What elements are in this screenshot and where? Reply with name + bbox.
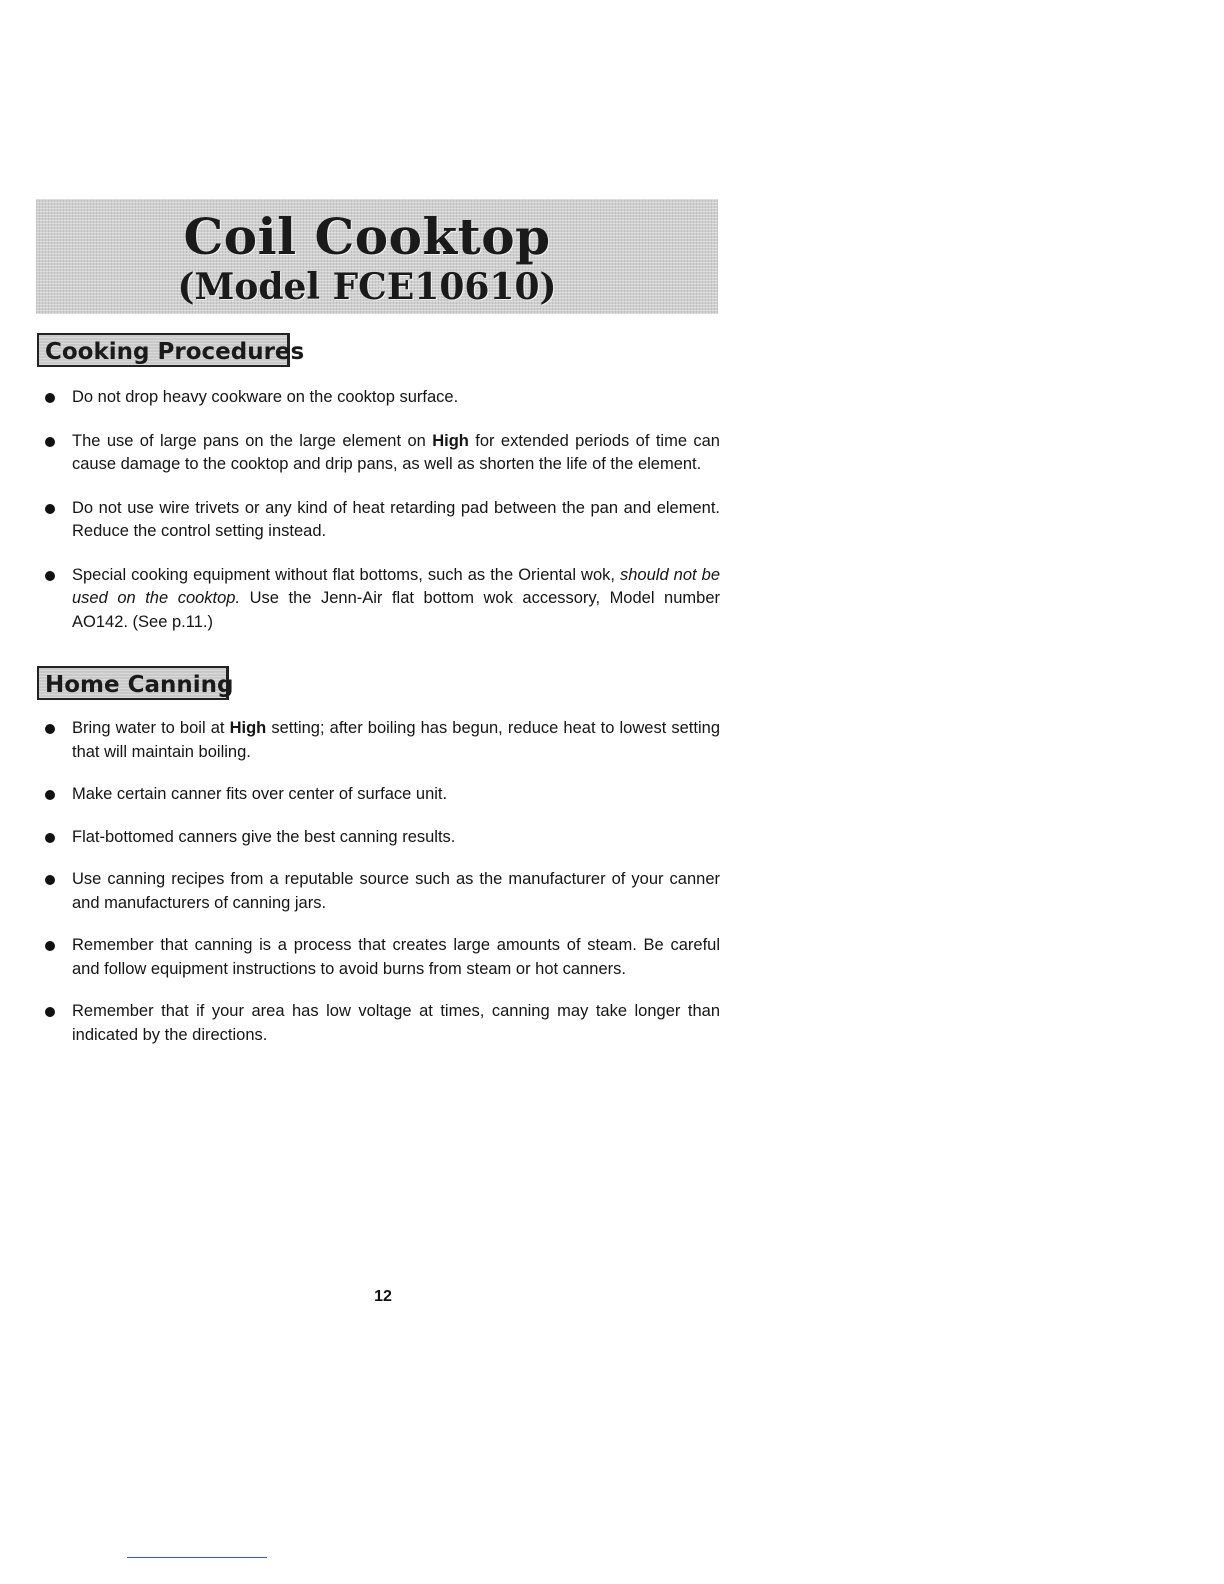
item-text-pre: The use of large pans on the large element on xyxy=(72,431,433,450)
list-item xyxy=(40,826,720,850)
item-text: Flat-bottomed canners give the best canning results. xyxy=(72,827,456,846)
page-subtitle-model: (Model FCE10610) xyxy=(177,266,557,308)
page-title: Coil Cooktop xyxy=(183,207,551,266)
list-item xyxy=(40,497,720,544)
section-heading-cooking-procedures: Cooking Procedures xyxy=(37,333,290,367)
item-text-post: for extended periods of time can cause damage to the cooktop and drip pans, as well as shorten the life of the element. xyxy=(72,431,720,473)
bullet-icon xyxy=(45,724,55,734)
bullet-icon xyxy=(45,790,55,800)
list-item xyxy=(40,430,720,477)
list-item xyxy=(40,868,720,915)
item-text-pre: Bring water to boil at xyxy=(72,719,230,737)
list-item xyxy=(40,717,720,764)
cooking-procedures-list xyxy=(40,386,720,654)
item-text-pre: Special cooking equipment without flat bottoms, such as the Oriental wok, xyxy=(72,565,620,584)
list-item xyxy=(40,1000,720,1047)
list-item xyxy=(40,934,720,981)
item-text: Do not use wire trivets or any kind of heat retarding pad between the pan and element. Reduce the control setting instead. xyxy=(72,498,720,540)
bullet-icon xyxy=(45,437,55,447)
item-text: Make certain canner fits over center of surface unit. xyxy=(72,785,448,803)
item-text-italic: should not be used on the cooktop. xyxy=(72,565,720,607)
bullet-icon xyxy=(45,571,55,581)
section-heading-home-canning: Home Canning xyxy=(37,666,229,700)
footer-rule xyxy=(127,1557,267,1558)
bullet-icon xyxy=(45,941,55,951)
bullet-icon xyxy=(45,875,55,885)
home-canning-list xyxy=(40,717,720,1066)
item-text-post: Use the Jenn-Air flat bottom wok accessory, Model number AO142. (See p.11.) xyxy=(72,589,720,631)
list-item xyxy=(40,783,720,807)
list-item xyxy=(40,564,720,635)
item-text: Remember that if your area has low voltage at times, canning may take longer than indicated by the directions. xyxy=(72,1002,720,1044)
title-banner xyxy=(36,199,718,314)
item-text-bold: High xyxy=(432,431,469,450)
item-text-post: setting; after boiling has begun, reduce heat to lowest setting that will maintain boiling. xyxy=(72,719,720,761)
bullet-icon xyxy=(45,833,55,843)
bullet-icon xyxy=(45,504,55,514)
item-text: Do not drop heavy cookware on the cooktop surface. xyxy=(72,388,459,406)
item-text-bold: High xyxy=(229,719,267,737)
item-text: Use canning recipes from a reputable source such as the manufacturer of your canner and manufacturers of canning jars. xyxy=(72,870,720,912)
page-number: 12 xyxy=(374,1288,392,1305)
list-item xyxy=(40,386,720,410)
bullet-icon xyxy=(45,1007,55,1017)
item-text: Remember that canning is a process that creates large amounts of steam. Be careful and follow equipment instructions to avoid burns from steam or hot canners. xyxy=(72,936,720,978)
bullet-icon xyxy=(45,393,55,403)
